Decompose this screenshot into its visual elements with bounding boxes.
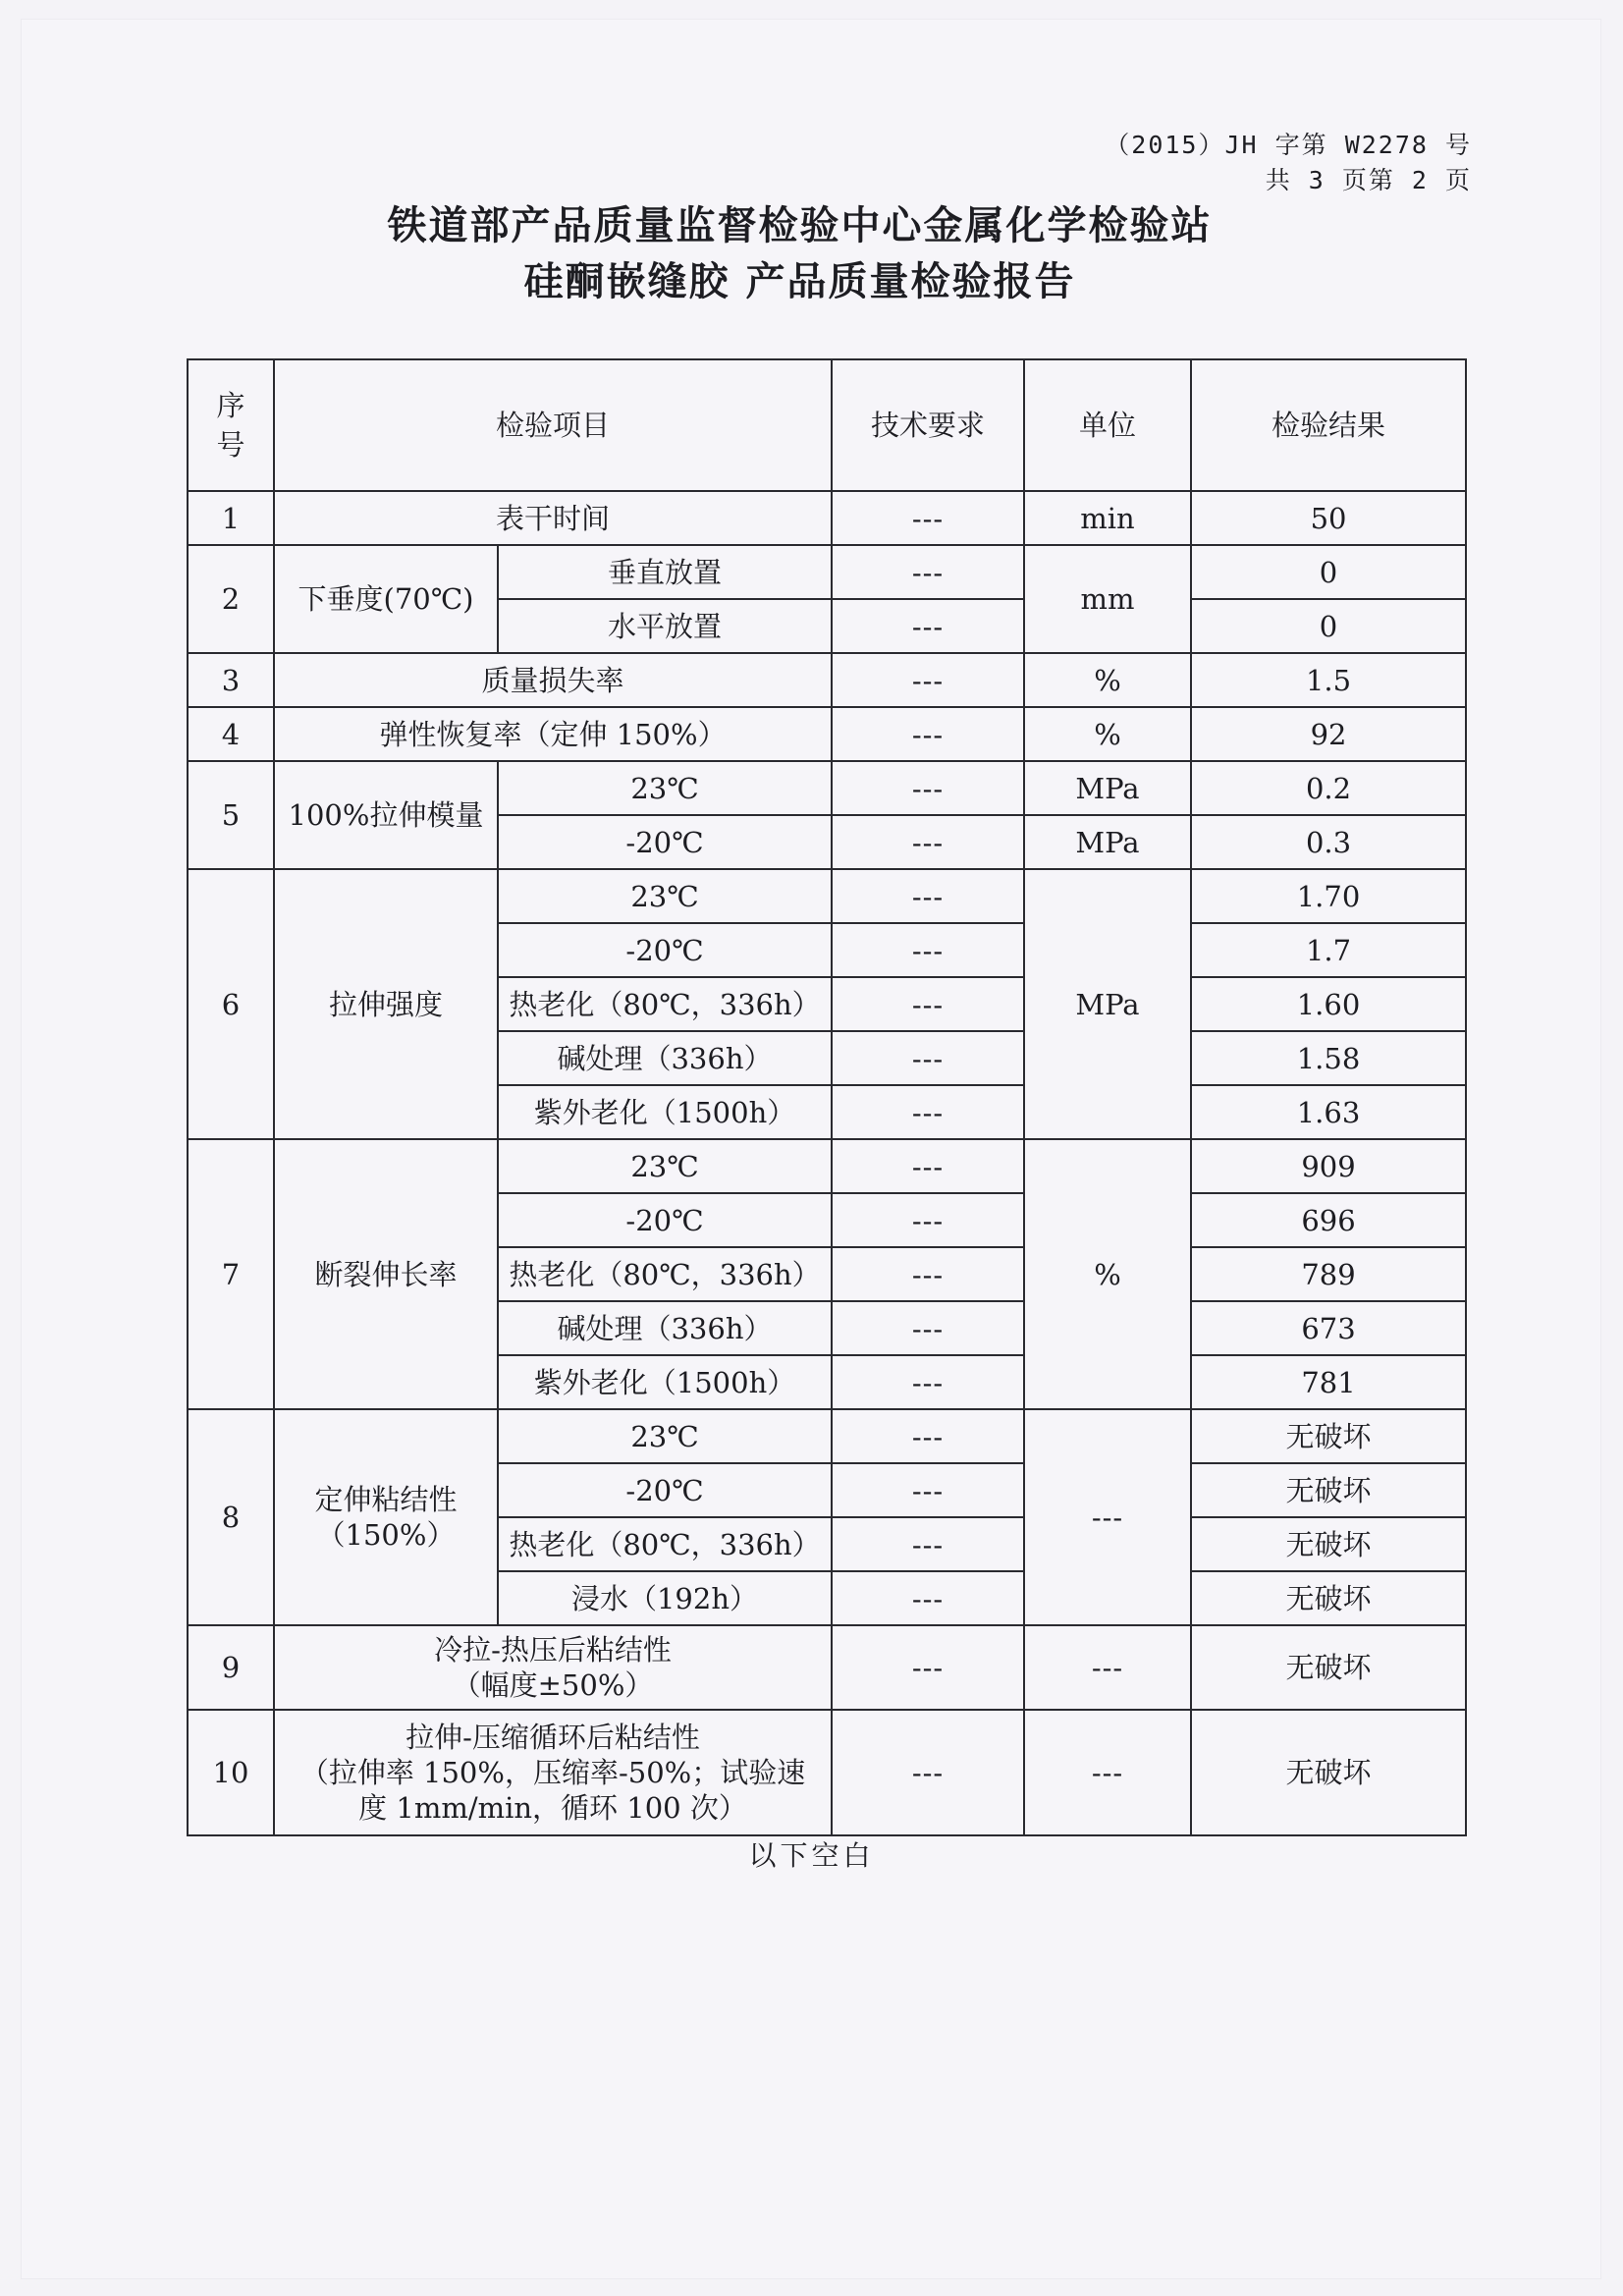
header-requirement: 技术要求 [832, 359, 1024, 491]
row-requirement: --- [832, 599, 1024, 653]
row-sub-item: 紫外老化（1500h） [498, 1355, 832, 1409]
inspection-results-table [187, 358, 1467, 1836]
row-sub-item: 水平放置 [498, 599, 832, 653]
row-no: 5 [188, 761, 274, 869]
row-requirement: --- [832, 923, 1024, 977]
row-sub-item: 热老化（80℃，336h） [498, 1247, 832, 1301]
row-requirement: --- [832, 1301, 1024, 1355]
document-number: （2015）JH 字第 W2278 号 [1105, 131, 1472, 159]
row-result: 1.7 [1191, 923, 1466, 977]
table-row [188, 869, 1466, 923]
row-result: 696 [1191, 1193, 1466, 1247]
row-sub-item: 紫外老化（1500h） [498, 1085, 832, 1139]
row-requirement: --- [832, 761, 1024, 815]
page-indicator: 共 3 页第 2 页 [1265, 166, 1472, 194]
header-seq: 序号 [188, 359, 274, 491]
row-item-line: （150%） [316, 1518, 456, 1552]
row-requirement: --- [832, 1139, 1024, 1193]
row-item [274, 1409, 498, 1625]
table-row [188, 1625, 1466, 1710]
row-requirement: --- [832, 707, 1024, 761]
row-result: 无破坏 [1191, 1625, 1466, 1710]
row-requirement: --- [832, 1031, 1024, 1085]
row-requirement: --- [832, 1409, 1024, 1463]
document-number-block [1105, 128, 1472, 198]
report-issuer-title: 铁道部产品质量监督检验中心金属化学检验站 [387, 203, 1213, 248]
row-requirement: --- [832, 545, 1024, 599]
row-result: 1.60 [1191, 977, 1466, 1031]
row-result: 0.2 [1191, 761, 1466, 815]
row-result: 673 [1191, 1301, 1466, 1355]
row-result: 909 [1191, 1139, 1466, 1193]
row-sub-item: 23℃ [498, 1139, 832, 1193]
row-unit: mm [1024, 545, 1191, 653]
row-sub-item: 浸水（192h） [498, 1571, 832, 1625]
row-no: 4 [188, 707, 274, 761]
row-sub-item: -20℃ [498, 1463, 832, 1517]
row-no: 7 [188, 1139, 274, 1409]
row-result: 无破坏 [1191, 1710, 1466, 1835]
row-result: 92 [1191, 707, 1466, 761]
row-sub-item: 23℃ [498, 761, 832, 815]
row-result: 无破坏 [1191, 1517, 1466, 1571]
row-requirement: --- [832, 977, 1024, 1031]
row-requirement: --- [832, 869, 1024, 923]
row-result: 0 [1191, 545, 1466, 599]
row-requirement: --- [832, 1710, 1024, 1835]
row-requirement: --- [832, 1193, 1024, 1247]
row-item-line: （幅度±50%） [452, 1668, 654, 1702]
row-unit: % [1024, 1139, 1191, 1409]
row-result: 1.5 [1191, 653, 1466, 707]
table-row [188, 491, 1466, 545]
row-requirement: --- [832, 815, 1024, 869]
row-item: 100%拉伸模量 [274, 761, 498, 869]
row-no: 6 [188, 869, 274, 1139]
row-item-line: 定伸粘结性 [314, 1483, 458, 1516]
row-sub-item: -20℃ [498, 815, 832, 869]
row-result: 0 [1191, 599, 1466, 653]
row-item: 弹性恢复率（定伸 150%） [274, 707, 832, 761]
row-item: 质量损失率 [274, 653, 832, 707]
table-row [188, 545, 1466, 599]
end-of-table-note: 以下空白 [748, 1839, 875, 1872]
header-item: 检验项目 [274, 359, 832, 491]
row-requirement: --- [832, 1625, 1024, 1710]
row-result: 1.58 [1191, 1031, 1466, 1085]
row-requirement: --- [832, 1463, 1024, 1517]
row-result: 789 [1191, 1247, 1466, 1301]
row-unit: --- [1024, 1625, 1191, 1710]
row-sub-item: 垂直放置 [498, 545, 832, 599]
row-requirement: --- [832, 491, 1024, 545]
row-sub-item: 23℃ [498, 1409, 832, 1463]
row-item: 表干时间 [274, 491, 832, 545]
row-result: 1.63 [1191, 1085, 1466, 1139]
row-result: 0.3 [1191, 815, 1466, 869]
row-no: 2 [188, 545, 274, 653]
header-unit: 单位 [1024, 359, 1191, 491]
row-unit: MPa [1024, 761, 1191, 815]
row-result: 781 [1191, 1355, 1466, 1409]
table-row [188, 1409, 1466, 1463]
report-title: 硅酮嵌缝胶 产品质量检验报告 [523, 259, 1076, 304]
row-requirement: --- [832, 1571, 1024, 1625]
table-header-row [188, 359, 1466, 491]
row-result: 50 [1191, 491, 1466, 545]
row-result: 无破坏 [1191, 1463, 1466, 1517]
row-requirement: --- [832, 1517, 1024, 1571]
row-sub-item: -20℃ [498, 923, 832, 977]
row-item [274, 1710, 832, 1835]
row-result: 1.70 [1191, 869, 1466, 923]
row-unit: min [1024, 491, 1191, 545]
row-requirement: --- [832, 653, 1024, 707]
row-requirement: --- [832, 1247, 1024, 1301]
row-result: 无破坏 [1191, 1571, 1466, 1625]
row-item-line: 拉伸-压缩循环后粘结性 [406, 1721, 700, 1754]
row-no: 8 [188, 1409, 274, 1625]
row-sub-item: 热老化（80℃，336h） [498, 1517, 832, 1571]
header-result: 检验结果 [1191, 359, 1466, 491]
row-unit: MPa [1024, 815, 1191, 869]
row-item [274, 1625, 832, 1710]
row-unit: % [1024, 707, 1191, 761]
row-sub-item: 热老化（80℃，336h） [498, 977, 832, 1031]
table-row [188, 1139, 1466, 1193]
row-unit: % [1024, 653, 1191, 707]
row-sub-item: 碱处理（336h） [498, 1301, 832, 1355]
row-requirement: --- [832, 1085, 1024, 1139]
row-item-line: 冷拉-热压后粘结性 [434, 1633, 672, 1667]
row-item: 拉伸强度 [274, 869, 498, 1139]
row-no: 10 [188, 1710, 274, 1835]
row-unit: MPa [1024, 869, 1191, 1139]
table-row [188, 1710, 1466, 1835]
row-no: 3 [188, 653, 274, 707]
row-sub-item: 23℃ [498, 869, 832, 923]
row-item: 断裂伸长率 [274, 1139, 498, 1409]
table-row [188, 707, 1466, 761]
row-unit: --- [1024, 1710, 1191, 1835]
row-requirement: --- [832, 1355, 1024, 1409]
row-no: 9 [188, 1625, 274, 1710]
table-row [188, 761, 1466, 815]
row-item-line: 度 1mm/min，循环 100 次） [358, 1791, 747, 1825]
row-item: 下垂度(70℃) [274, 545, 498, 653]
row-no: 1 [188, 491, 274, 545]
row-unit: --- [1024, 1409, 1191, 1625]
row-sub-item: 碱处理（336h） [498, 1031, 832, 1085]
row-item-line: （拉伸率 150%，压缩率-50%；试验速 [299, 1756, 806, 1789]
table-row [188, 653, 1466, 707]
row-result: 无破坏 [1191, 1409, 1466, 1463]
row-sub-item: -20℃ [498, 1193, 832, 1247]
